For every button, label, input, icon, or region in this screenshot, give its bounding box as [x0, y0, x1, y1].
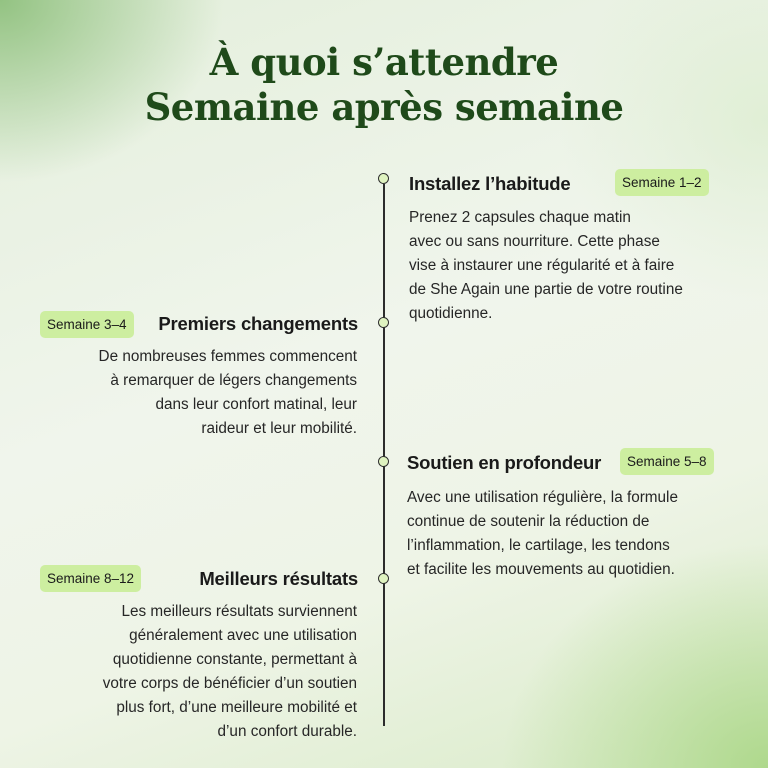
- timeline-dot-2: [378, 317, 389, 328]
- step-2-description: [99, 345, 357, 441]
- step-1-line: Prenez 2 capsules chaque matin: [409, 209, 631, 226]
- timeline-dot-1: [378, 173, 389, 184]
- step-1-line: vise à instaurer une régularité et à faire: [409, 257, 675, 274]
- step-3-line: l’inflammation, le cartilage, les tendons: [407, 537, 670, 554]
- step-2-line: raideur et leur mobilité.: [201, 420, 357, 437]
- step-2-week-badge: Semaine 3–4: [40, 311, 134, 338]
- step-3-line: et facilite les mouvements au quotidien.: [407, 561, 675, 578]
- step-2-line: à remarquer de légers changements: [110, 372, 357, 389]
- step-4-week-badge: Semaine 8–12: [40, 565, 141, 592]
- step-1-line: quotidienne.: [409, 305, 493, 322]
- timeline-dot-4: [378, 573, 389, 584]
- step-2-line: De nombreuses femmes commencent: [98, 348, 357, 365]
- step-4-line: votre corps de bénéficier d’un soutien: [102, 675, 357, 692]
- step-1-line: avec ou sans nourriture. Cette phase: [409, 233, 660, 250]
- title-line-1: À quoi s’attendre: [209, 40, 559, 84]
- step-4-line: généralement avec une utilisation: [129, 627, 357, 644]
- step-4-heading: Meilleurs résultats: [199, 568, 358, 589]
- step-1-description: [409, 206, 683, 326]
- step-4-line: d’un confort durable.: [217, 723, 357, 740]
- step-3-description: [407, 486, 678, 582]
- step-2-heading: Premiers changements: [158, 313, 358, 334]
- timeline-dot-3: [378, 456, 389, 467]
- step-1-line: de She Again une partie de votre routine: [409, 281, 683, 298]
- step-3-week-badge: Semaine 5–8: [620, 448, 714, 475]
- step-4-line: quotidienne constante, permettant à: [112, 651, 357, 668]
- step-3-line: continue de soutenir la réduction de: [407, 513, 650, 530]
- step-3-line: Avec une utilisation régulière, la formule: [407, 489, 678, 506]
- step-4-line: plus fort, d’une meilleure mobilité et: [116, 699, 357, 716]
- step-1-heading: Installez l’habitude: [409, 173, 571, 194]
- step-4-line: Les meilleurs résultats surviennent: [121, 603, 357, 620]
- step-1-week-badge: Semaine 1–2: [615, 169, 709, 196]
- title-line-2: Semaine après semaine: [144, 85, 624, 129]
- step-2-line: dans leur confort matinal, leur: [155, 396, 357, 413]
- step-3-heading: Soutien en profondeur: [407, 452, 602, 473]
- page-title: [0, 40, 768, 130]
- step-4-description: [103, 600, 357, 744]
- timeline-line: [383, 184, 385, 726]
